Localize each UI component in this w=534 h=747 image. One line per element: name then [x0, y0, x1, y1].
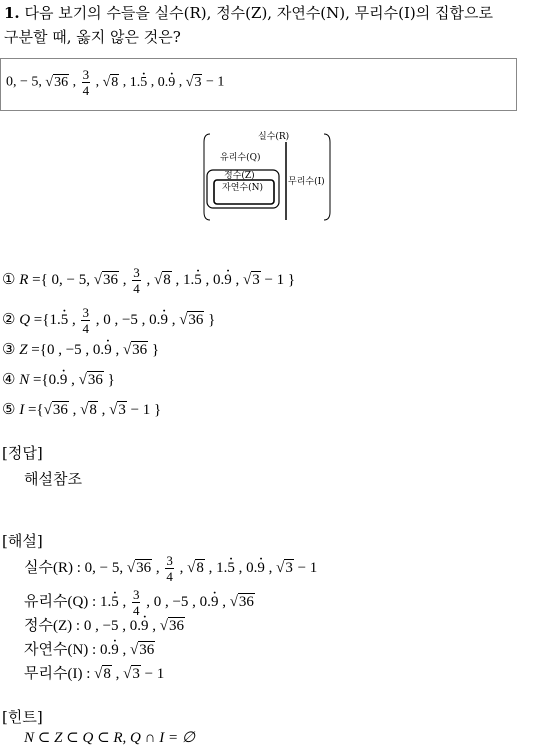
set-diagram — [200, 128, 335, 224]
question-title — [4, 2, 493, 23]
diagram-integer-label: 정수(Z) — [224, 171, 255, 181]
choice-2[interactable]: ② Q ={1.5 · , $\frac{3}{4}$ , 0 , −5 , 0.9 · , √36 } — [2, 306, 215, 335]
explanation-rational: 유리수(Q) : 1.5 · , $\frac{3}{4}$ , 0 , −5 , 0.9 · , √36 — [24, 588, 255, 617]
question-line-1: 다음 보기의 수들을 실수(R), 정수(Z), 자연수(N), 무리수(I)의 집합으로 — [24, 4, 493, 22]
choice-3[interactable]: ③ Z ={0 , −5 , 0.9 · , √36 } — [2, 340, 159, 359]
question-line-2: 구분할 때, 옳지 않은 것은? — [4, 28, 181, 46]
explanation-integer: 정수(Z) : 0 , −5 , 0.9 · , √36 — [24, 614, 185, 635]
diagram-irrational-label: 무리수(I) — [288, 177, 325, 187]
answer-label: [정답] — [2, 444, 43, 462]
diagram-real-label: 실수(R) — [258, 132, 290, 142]
question-number: 1. — [4, 4, 20, 22]
hint-label: [힌트] — [2, 708, 43, 726]
hint-text: N ⊂ Z ⊂ Q ⊂ R, Q ∩ I = ∅ — [24, 730, 195, 746]
diagram-rational-label: 유리수(Q) — [220, 153, 261, 163]
explanation-label: [해설] — [2, 532, 43, 550]
choice-4[interactable]: ④ N ={0.9 · , √36 } — [2, 370, 115, 389]
answer-text: 해설참조 — [24, 470, 82, 488]
explanation-irrational: 무리수(I) : √8 , √3 − 1 — [24, 666, 165, 682]
view-box-numbers: 0, − 5, √36 , $\frac{3}{4}$ , √8 , 1.5 · , 0.9 · , √3 − 1 — [6, 68, 224, 97]
diagram-natural-label: 자연수(N) — [222, 183, 263, 193]
choice-5[interactable]: ⑤ I ={√36 , √8 , √3 − 1 } — [2, 402, 162, 418]
choice-1[interactable]: ① R ={ 0, − 5, √36 , $\frac{3}{4}$ , √8 , 1.5 · , 0.9 · , √3 − 1 } — [2, 266, 295, 295]
explanation-natural: 자연수(N) : 0.9 · , √36 — [24, 638, 155, 659]
explanation-real: 실수(R) : 0, − 5, √36 , $\frac{3}{4}$ , √8 , 1.5 · , 0.9 · , √3 − 1 — [24, 554, 317, 583]
